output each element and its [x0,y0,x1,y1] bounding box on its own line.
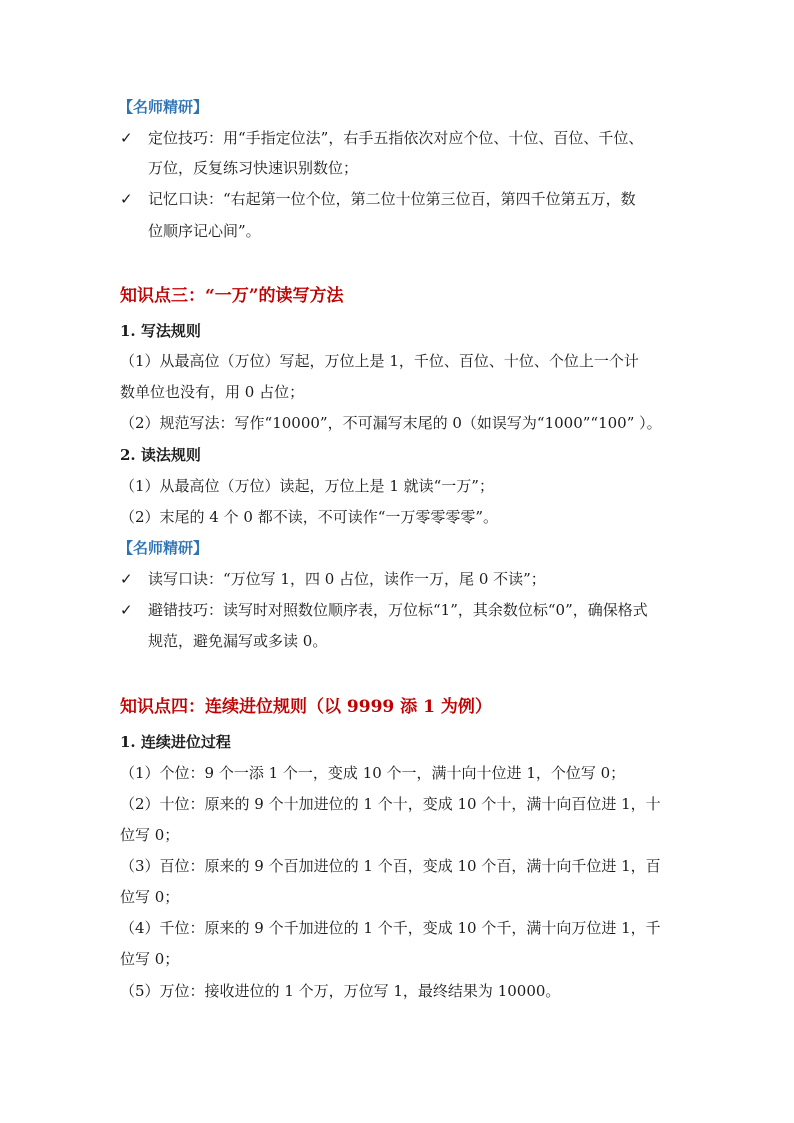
subsection-title: 1. 连续进位过程 [120,733,231,751]
body-line: （3）百位：原来的 9 个百加进位的 1 个百，变成 10 个百，满十向千位进 1，百 [120,857,661,875]
tip-item-line: 规范，避免漏写或多读 0。 [148,632,328,650]
body-line: 位写 0； [120,826,180,844]
check-mark-icon: ✓ [120,601,133,619]
section-title: 知识点四：连续进位规则（以 9999 添 1 为例） [120,697,492,717]
tip-header: 【名师精研】 [118,539,209,557]
tip-item-line: 记忆口诀：“右起第一位个位，第二位十位第三位百，第四千位第五万，数 [148,190,636,208]
check-mark-icon: ✓ [120,570,133,588]
tip-item-line: 避错技巧：读写时对照数位顺序表，万位标“1”，其余数位标“0”，确保格式 [148,601,648,619]
body-line: 数单位也没有，用 0 占位； [120,383,305,401]
body-line: （1）个位：9 个一添 1 个一，变成 10 个一，满十向十位进 1，个位写 0； [120,764,626,782]
body-line: （1）从最高位（万位）读起，万位上是 1 就读“一万”； [120,477,494,495]
tip-item-line: 定位技巧：用“手指定位法”，右手五指依次对应个位、十位、百位、千位、 [148,129,644,147]
body-line: 位写 0； [120,888,180,906]
tip-item-line: 位顺序记心间”。 [148,222,261,240]
tip-header: 【名师精研】 [118,98,209,116]
subsection-title: 2. 读法规则 [120,446,201,464]
body-line: （2）十位：原来的 9 个十加进位的 1 个十，变成 10 个十，满十向百位进 1，十 [120,795,661,813]
body-line: （1）从最高位（万位）写起，万位上是 1，千位、百位、十位、个位上一个计 [120,352,639,370]
body-line: 位写 0； [120,950,180,968]
check-mark-icon: ✓ [120,129,133,147]
body-line: （2）规范写法：写作“10000”，不可漏写末尾的 0（如误写为“1000”“100” ）。 [120,414,662,432]
body-line: （5）万位：接收进位的 1 个万，万位写 1，最终结果为 10000。 [120,982,561,1000]
tip-item-line: 万位，反复练习快速识别数位； [148,159,359,177]
section-title: 知识点三：“一万”的读写方法 [120,286,344,306]
subsection-title: 1. 写法规则 [120,322,201,340]
body-line: （4）千位：原来的 9 个千加进位的 1 个千，变成 10 个千，满十向万位进 1，千 [120,919,661,937]
tip-item-line: 读写口诀：“万位写 1，四 0 占位，读作一万，尾 0 不读”； [148,570,546,588]
check-mark-icon: ✓ [120,190,133,208]
body-line: （2）末尾的 4 个 0 都不读，不可读作“一万零零零零”。 [120,508,499,526]
